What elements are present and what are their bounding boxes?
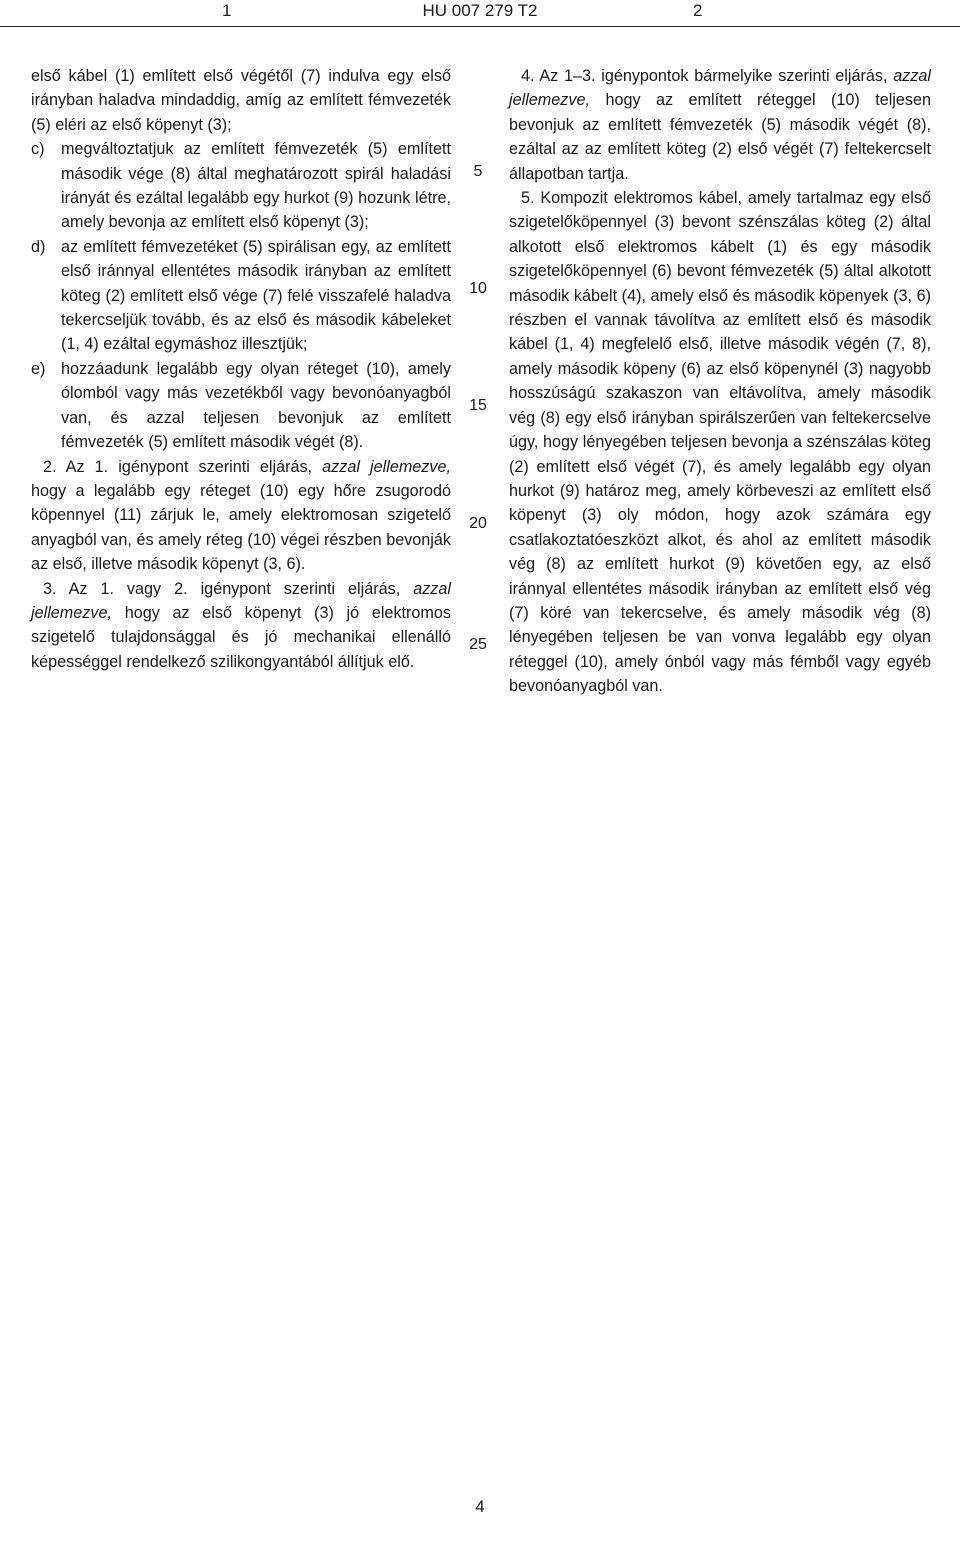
line-number-10: 10	[469, 280, 487, 297]
header-rule	[0, 26, 960, 27]
claim-3	[31, 577, 451, 675]
claim1-step-c	[31, 137, 451, 235]
claim1-step-e	[31, 357, 451, 455]
claim-2	[31, 455, 451, 577]
claim2-start: 2. Az 1. igénypont szerinti eljárás,	[43, 457, 313, 476]
step-c-label: c)	[31, 140, 45, 159]
claim3-start: 3. Az 1. vagy 2. igénypont szerinti eljárás,	[43, 579, 401, 598]
step-e-label: e)	[31, 359, 46, 378]
claim-5: 5. Kompozit elektromos kábel, amely tartalmaz egy első szigetelőköpennyel (3) bevont szénszálas köteg (2) által alkotott első elektromos kábelt (1) és egy második szigetelőköpennyel (6) bevont fémvezeték (5) által alkotott második kábelt (4), amely első és második köpenyek (3, 6) részben el vannak távolítva az említett első és második kábel (1, 4) megfelelő első, illetve második végén (7, 8), amely második köpeny (6) az első köpenynél (3) nagyobb hosszúságú szakaszon van eltávolítva, amely második vég (8) egy első irányban spirálszerűen van feltekercselve úgy, hogy lényegében teljesen bevonja a szénszálas köteg (2) említett első végét (7), és amely legalább egy olyan hurkot (9) határoz meg, amely körbeveszi az említett első köpenyt (3) oly módon, hogy azok számára egy csatlakoztatóeszközt alkot, és ahol az említett második vég (8) az említett hurkot (9) követően egy, az első iránnyal ellentétes második irányban az említett első vég (7) köré van tekercselve, és amely második vég (8) lényegében teljesen be van vonva legalább egy olyan réteggel (10), amely ónból vagy más fémből vagy egyéb bevonóanyagból van.	[509, 189, 931, 696]
step-e-text: hozzáadunk legalább egy olyan réteget (10), amely ólomból vagy más vezetékből vagy bevonóanyagból van, és azzal teljesen bevonjuk az említett fémvezeték (5) említett második végét (8).	[61, 359, 451, 452]
step-d-text: az említett fémvezetéket (5) spirálisan egy, az említett első iránnyal ellentétes második irányban az említett köteg (2) említett első vége (7) felé visszafelé haladva tekercseljük tovább, és az első és második kábeleket (1, 4) ezáltal egymáshoz illesztjük;	[61, 237, 451, 354]
step-d-label: d)	[31, 237, 46, 256]
claim2-characterized: azzal jellemezve,	[322, 457, 451, 476]
claim1-continuation: első kábel (1) említett első végétől (7) indulva egy első irányban haladva mindaddig, amíg az említett fémvezeték (5) eléri az első köpenyt (3);	[31, 67, 451, 134]
claim-4	[509, 64, 931, 186]
claim3-characterized: azzal jellemezve,	[31, 579, 451, 622]
claim4-body: hogy az említett réteggel (10) teljesen bevonjuk az említett fémvezeték (5) második végét (8), ezáltal az az említett köteg (2) első végét (7) feltekercselt állapotban tartja.	[509, 91, 932, 183]
claim3-body: hogy az első köpenyt (3) jó elektromos szigetelő tulajdonsággal és jó mechanikai ellenálló képességgel rendelkező szilikongyantából állítjuk elő.	[31, 603, 452, 671]
document-number: HU 007 279 T2	[422, 1, 538, 20]
right-page-number: 2	[693, 1, 703, 20]
footer-page-number: 4	[475, 1497, 485, 1516]
claim4-start: 4. Az 1–3. igénypontok bármelyike szerinti eljárás,	[521, 67, 888, 85]
line-number-25: 25	[469, 636, 487, 653]
step-c-text: megváltoztatjuk az említett fémvezeték (5) említett második vége (8) által meghatározott spirál haladási irányát és ezáltal legalább egy hurkot (9) hozunk létre, amely bevonja az említett első köpenyt (3);	[61, 140, 451, 232]
claim1-step-d	[31, 235, 451, 357]
line-number-15: 15	[469, 397, 487, 414]
claim2-body: hogy a legalább egy réteget (10) egy hőre zsugorodó köpennyel (11) zárjuk le, amely elektromosan szigetelő anyagból van, és amely réteg (10) végei részben bevonják az első, illetve második köpenyt (3, 6).	[31, 481, 451, 574]
line-number-20: 20	[469, 515, 487, 532]
left-page-number: 1	[222, 1, 232, 20]
left-column	[31, 64, 451, 674]
right-column	[509, 64, 931, 699]
line-number-5: 5	[473, 163, 483, 180]
claim4-characterized: azzal jellemezve,	[509, 67, 932, 110]
